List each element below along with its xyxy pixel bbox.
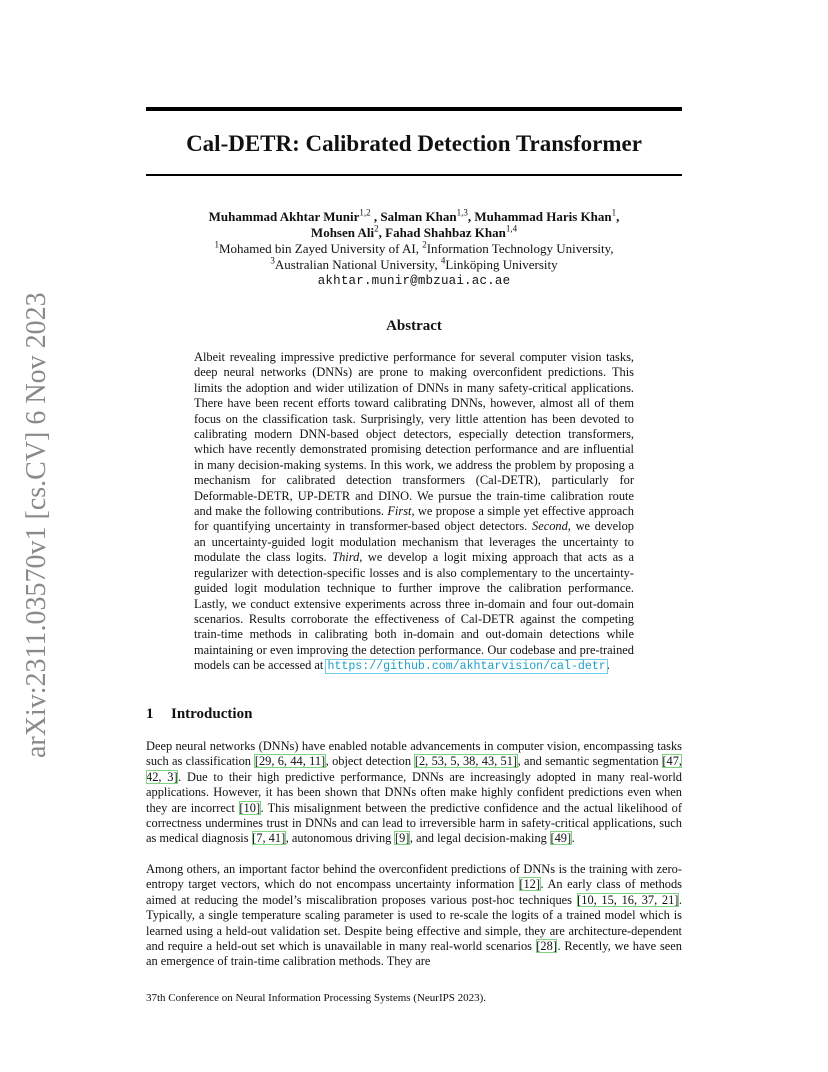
citation-link[interactable]: [28] xyxy=(536,939,557,954)
author-names-line-1 xyxy=(146,209,682,225)
body-text: . Due to their high predictive performance, DNNs are increasingly adopted in many real-world applications. However, it has been shown that DNNs often make highly confident predictions even when they are incorrect xyxy=(146,769,682,815)
intro-paragraph-1 xyxy=(146,739,682,847)
conference-footer: 37th Conference on Neural Information Processing Systems (NeurIPS 2023). xyxy=(146,992,487,1004)
author-affiliation-marker: 1,2 xyxy=(359,207,371,218)
body-text: , and legal decision-making xyxy=(409,831,550,846)
citation-link[interactable]: [7, 41] xyxy=(252,831,286,846)
author-affiliation-marker: 2 xyxy=(374,223,379,234)
title-top-rule xyxy=(146,107,682,111)
citation-link[interactable]: [2, 53, 5, 38, 43, 51] xyxy=(414,754,518,769)
body-text: . xyxy=(571,831,575,846)
author-affiliation-marker: 1,3 xyxy=(456,207,468,218)
body-text: . Typically, a single temperature scaling parameter is used to re-scale the logits of a trained model which is learned using a held-out validation set. Despite being effective and simple, they are architecture-dependent and require a held-out set which is unavailable in many real-world scenarios xyxy=(146,892,682,954)
section-heading-introduction xyxy=(146,704,252,724)
affiliation-text: Information Technology University, xyxy=(426,241,614,256)
abstract-text: , we propose a simple yet effective approach for quantifying uncertainty in transformer-based object detectors. xyxy=(194,504,634,534)
section-number: 1 xyxy=(146,706,154,722)
author-name: , Salman Khan xyxy=(370,209,457,224)
body-text: , object detection xyxy=(325,754,415,769)
code-repository-link[interactable]: https://github.com/akhtarvision/cal-detr xyxy=(327,660,606,674)
abstract-emphasis-third: Third xyxy=(332,550,360,565)
abstract-text: , we develop a logit mixing approach that acts as a regularizer with detection-specific losses and is also complementary to the uncertainty-guided logit modulation technique to further improve the calibration performance. Lastly, we conduct extensive experiments across three in-domain and four out-domain scenarios. Results corroborate the effectiveness of Cal-DETR against the competing train-time methods in calibrating both in-domain and out-domain detections while maintaining or even improving the detection performance. Our codebase and pre-trained models can be accessed at xyxy=(194,550,634,673)
affiliation-marker: 4 xyxy=(440,255,446,266)
arxiv-identifier: arXiv:2311.03570v1 [cs.CV] 6 Nov 2023 xyxy=(21,292,52,758)
author-affiliation-marker: 1 xyxy=(611,207,617,218)
citation-link[interactable]: [10, 15, 16, 37, 21] xyxy=(577,892,679,907)
author-separator: , xyxy=(616,209,620,224)
body-text: Deep neural networks (DNNs) have enabled notable advancements in computer vision, encompassing tasks such as classification xyxy=(146,739,682,769)
abstract-heading: Abstract xyxy=(386,318,442,334)
affiliation-marker: 2 xyxy=(422,239,427,250)
section-title: Introduction xyxy=(171,706,253,722)
intro-paragraph-2 xyxy=(146,862,682,970)
body-text: . An early class of methods aimed at reducing the model’s miscalibration proposes various post-hoc techniques xyxy=(146,877,683,907)
author-affiliation-marker: 1,4 xyxy=(505,223,518,234)
abstract-body xyxy=(194,350,634,675)
body-text: Among others, an important factor behind the overconfident predictions of DNNs is the training with zero-entropy target vectors, which do not encompass uncertainty information xyxy=(146,862,682,892)
citation-link[interactable]: [12] xyxy=(519,877,540,892)
author-email: akhtar.munir@mbzuai.ac.ae xyxy=(317,274,511,288)
abstract-emphasis-first: First xyxy=(387,504,412,519)
citation-link[interactable]: [47, 42, 3] xyxy=(146,754,682,784)
abstract-text: . xyxy=(606,658,610,673)
citation-link[interactable]: [49] xyxy=(550,831,572,846)
title-bottom-rule xyxy=(146,174,682,176)
author-name: Muhammad Akhtar Munir xyxy=(208,209,360,224)
affiliation-line-2 xyxy=(146,257,682,273)
body-text: , and semantic segmentation xyxy=(517,754,662,769)
affiliation-text: Linköping University xyxy=(445,257,558,272)
body-text: . This misalignment between the predictive confidence and the actual likelihood of correctness undermines trust in DNNs and can lead to irreversible harm in safety-critical applications, such as medical diagnosis xyxy=(146,800,682,846)
abstract-text: , we develop an uncertainty-guided logit modulation mechanism that leverages the uncertainty to modulate the class logits. xyxy=(194,519,634,565)
affiliation-marker: 3 xyxy=(270,255,275,266)
affiliation-marker: 1 xyxy=(214,239,219,250)
author-names-line-2 xyxy=(146,225,682,241)
citation-link[interactable]: [9] xyxy=(394,831,410,846)
author-block xyxy=(146,209,682,289)
author-name: , Fahad Shahbaz Khan xyxy=(378,225,506,240)
author-name: , Muhammad Haris Khan xyxy=(467,209,612,224)
affiliation-line-1 xyxy=(146,241,682,257)
body-text: . Recently, we have seen an emergence of train-time calibration methods. They are xyxy=(146,939,682,969)
citation-link[interactable]: [10] xyxy=(239,800,261,815)
author-name: Mohsen Ali xyxy=(310,225,375,240)
affiliation-text: Mohamed bin Zayed University of AI, xyxy=(218,241,423,256)
affiliation-text: Australian National University, xyxy=(274,257,441,272)
citation-link[interactable]: [29, 6, 44, 11] xyxy=(254,754,326,769)
abstract-text: Albeit revealing impressive predictive performance for several computer vision tasks, deep neural networks (DNNs) are prone to making overconfident predictions. This limits the adoption and wider utilization of DNNs in many safety-critical applications. There have been recent efforts toward calibrating DNNs, however, almost all of them focus on the classification task. Surprisingly, very little attention has been devoted to calibrating modern DNN-based object detectors, especially detection transformers, which have recently demonstrated promising detection performance and are influential in many decision-making systems. In this work, we address the problem by proposing a mechanism for calibrated detection transformers (Cal-DETR), particularly for Deformable-DETR, UP-DETR and DINO. We pursue the train-time calibration route and make the following contributions. xyxy=(194,350,634,519)
abstract-emphasis-second: Second xyxy=(532,519,568,534)
body-text: , autonomous driving xyxy=(285,831,395,846)
paper-title: Cal-DETR: Calibrated Detection Transformer xyxy=(186,131,642,156)
